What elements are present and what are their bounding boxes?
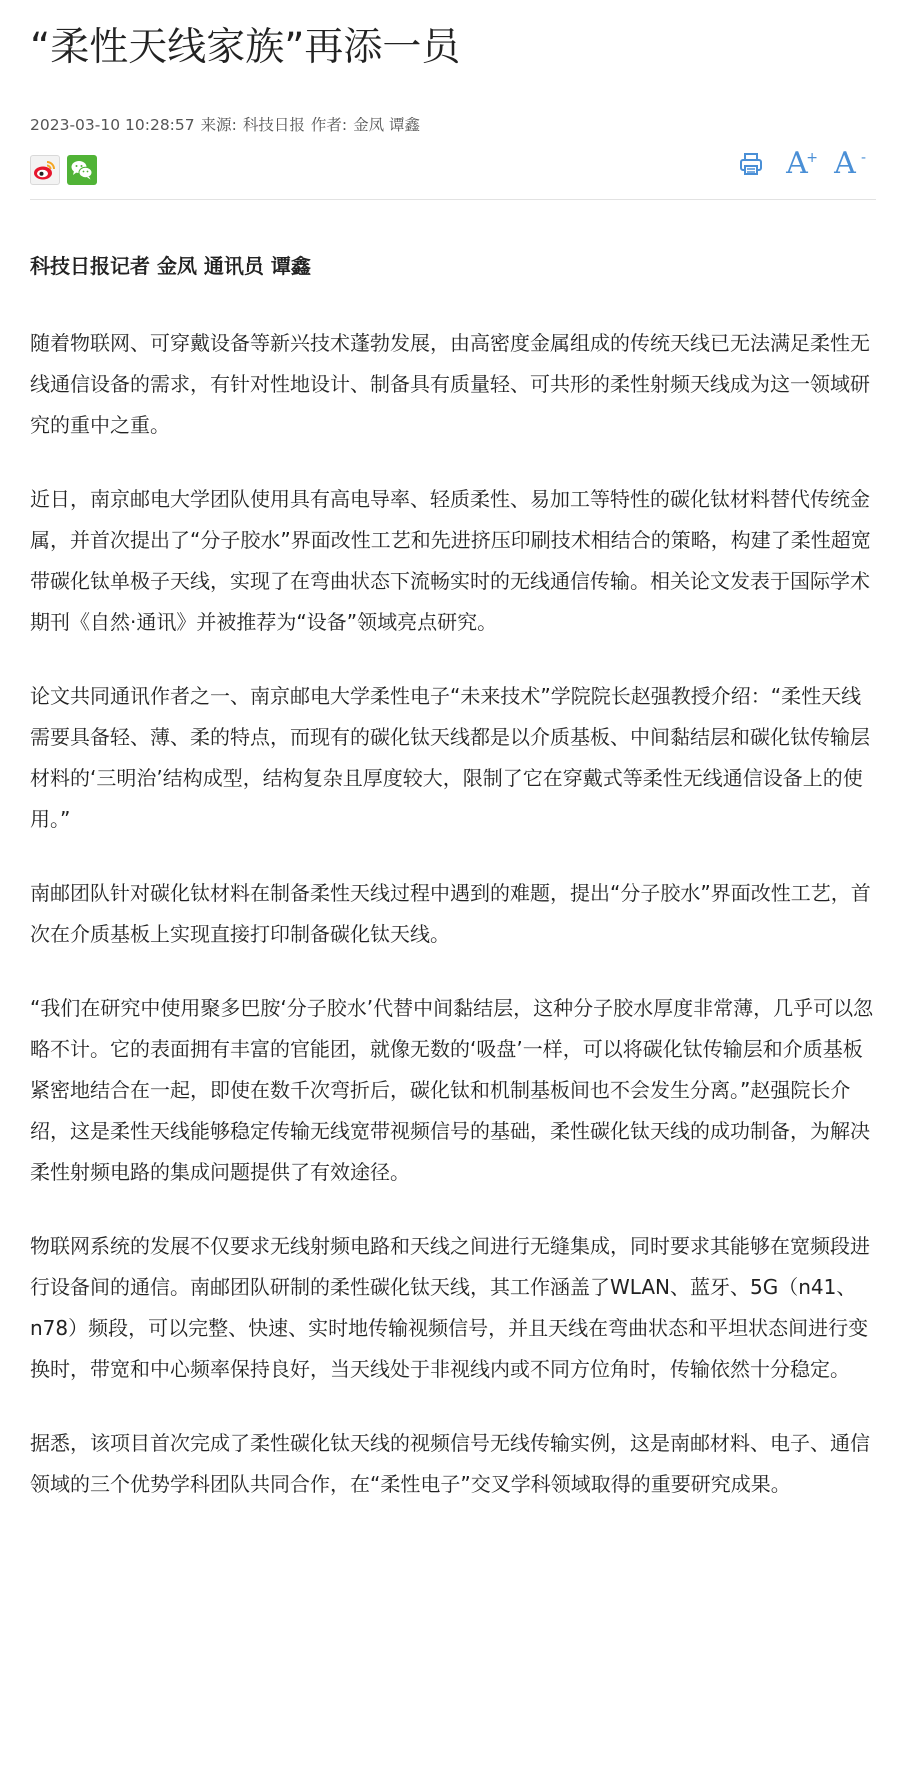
source-name: 科技日报 (242, 116, 305, 134)
article (30, 0, 876, 1505)
article-byline: 科技日报记者 金凤 通讯员 谭鑫 (30, 254, 311, 278)
article-meta (30, 115, 876, 135)
share-wechat-button[interactable] (67, 155, 97, 185)
share-weibo-button[interactable] (30, 155, 60, 185)
paragraph-3: 论文共同通讯作者之一、南京邮电大学柔性电子“未来技术”学院院长赵强教授介绍：“柔性天线需要具备轻、薄、柔的特点，而现有的碳化钛天线都是以介质基板、中间黏结层和碳化钛传输层材料的‘三明治’结构成型，结构复杂且厚度较大，限制了它在穿戴式等柔性无线通信设备上的使用。” (30, 684, 870, 831)
author-label: 作者: (310, 116, 348, 134)
printer-icon (738, 151, 764, 177)
article-tools (738, 146, 866, 181)
font-decrease-label: A (834, 146, 856, 181)
minus-icon: - (860, 150, 866, 166)
paragraph-5: “我们在研究中使用聚多巴胺‘分子胶水’代替中间黏结层，这种分子胶水厚度非常薄，几乎可以忽略不计。它的表面拥有丰富的官能团，就像无数的‘吸盘’一样，可以将碳化钛传输层和介质基板紧密地结合在一起，即使在数千次弯折后，碳化钛和机制基板间也不会发生分离。”赵强院长介绍，这是柔性天线能够稳定传输无线宽带视频信号的基础，柔性碳化钛天线的成功制备，为解决柔性射频电路的集成问题提供了有效途径。 (30, 996, 874, 1184)
weibo-icon (32, 157, 58, 183)
publish-datetime: 2023-03-10 10:28:57 (30, 116, 195, 134)
paragraph-7: 据悉，该项目首次完成了柔性碳化钛天线的视频信号无线传输实例，这是南邮材料、电子、通信领域的三个优势学科团队共同合作，在“柔性电子”交叉学科领域取得的重要研究成果。 (30, 1431, 870, 1496)
font-increase-label: A (786, 146, 808, 181)
paragraph-2: 近日，南京邮电大学团队使用具有高电导率、轻质柔性、易加工等特性的碳化钛材料替代传统金属，并首次提出了“分子胶水”界面改性工艺和先进挤压印刷技术相结合的策略，构建了柔性超宽带碳化钛单极子天线，实现了在弯曲状态下流畅实时的无线通信传输。相关论文发表于国际学术期刊《自然·通讯》并被推荐为“设备”领域亮点研究。 (30, 487, 871, 634)
print-button[interactable] (738, 147, 764, 181)
paragraph-4: 南邮团队针对碳化钛材料在制备柔性天线过程中遇到的难题，提出“分子胶水”界面改性工艺，首次在介质基板上实现直接打印制备碳化钛天线。 (30, 881, 871, 946)
paragraph-6: 物联网系统的发展不仅要求无线射频电路和天线之间进行无缝集成，同时要求其能够在宽频段进行设备间的通信。南邮团队研制的柔性碳化钛天线，其工作涵盖了WLAN、蓝牙、5G（n41、n78）频段，可以完整、快速、实时地传输视频信号，并且天线在弯曲状态和平坦状态间进行变换时，带宽和中心频率保持良好，当天线处于非视线内或不同方位角时，传输依然十分稳定。 (30, 1234, 870, 1381)
plus-icon: + (806, 150, 818, 166)
wechat-icon (69, 157, 95, 183)
paragraph-1: 随着物联网、可穿戴设备等新兴技术蓬勃发展，由高密度金属组成的传统天线已无法满足柔性无线通信设备的需求，有针对性地设计、制备具有质量轻、可共形的柔性射频天线成为这一领域研究的重中之重。 (30, 331, 870, 437)
article-content (30, 246, 876, 1505)
font-decrease-button[interactable] (830, 146, 866, 181)
font-increase-button[interactable] (782, 146, 818, 181)
source-label: 来源: (200, 116, 237, 134)
author-name: 金凤 谭鑫 (353, 116, 421, 134)
article-toolbar (30, 146, 876, 200)
share-buttons (30, 155, 97, 185)
article-title: “柔性天线家族”再添一员 (30, 25, 461, 70)
